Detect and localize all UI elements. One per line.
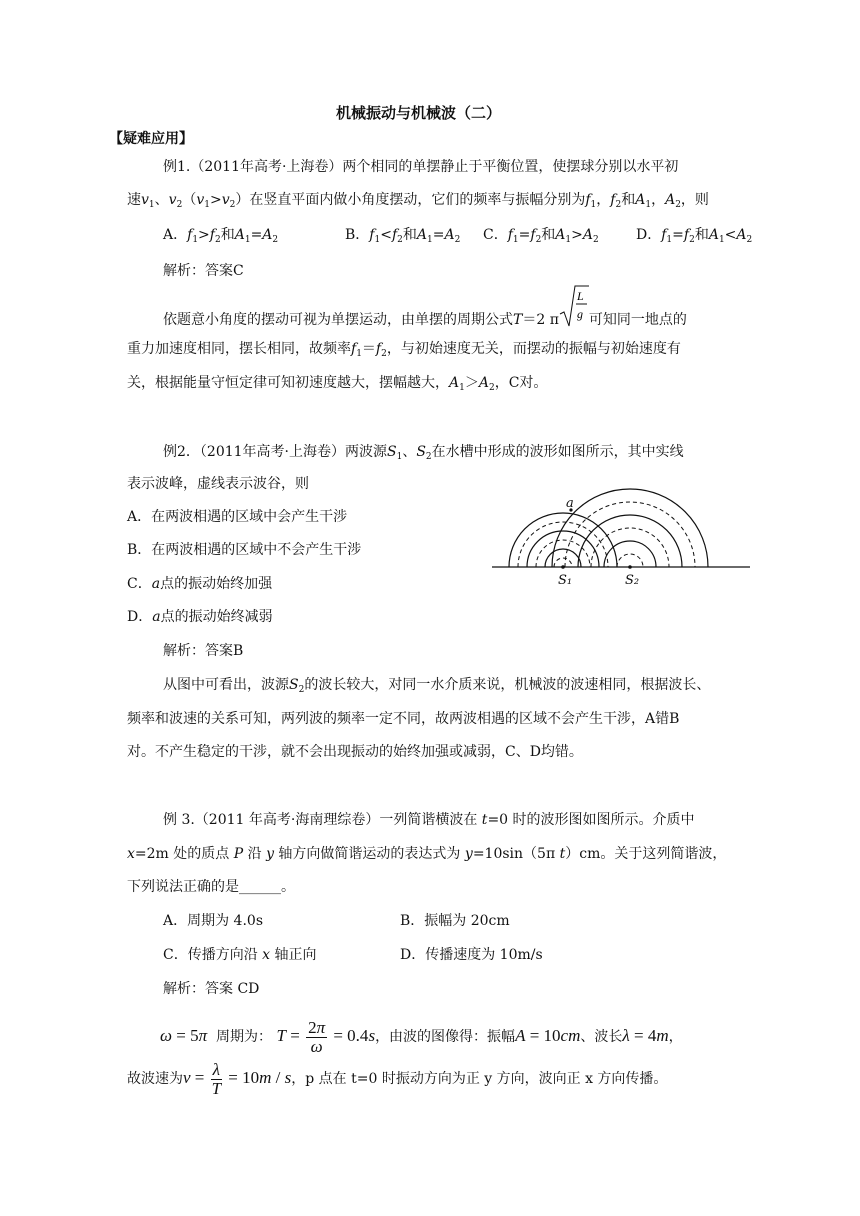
ex1-explanation-line3: 关，根据能量守恒定律可知初速度越大，摆幅越大，$A_1>A_2$，C对。: [127, 375, 548, 393]
ex2-explanation-line3: 对。不产生稳定的干涉，就不会出现振动的始终加强或减弱，C、D均错。: [127, 744, 583, 760]
sqrt-symbol: [559, 284, 589, 328]
ex3-answer: 解析：答案 CD: [163, 981, 260, 997]
page-title: 机械振动与机械波（二）: [336, 104, 502, 122]
ex3-explanation-line2: 故波速为v = $\frac{\lambda}{T}$ = 10m / s，p 点在 t=0 时振动方向为正 y 方向，波向正 x 方向传播。: [127, 1059, 668, 1098]
ex2-line1: 例2．（2011年高考·上海卷）两波源$S_1$、$S_2$在水槽中形成的波形如图所示，其中实线: [163, 444, 684, 462]
ex3-option-b: B．振幅为 20cm: [400, 913, 510, 929]
s2-crest-3: [552, 489, 708, 567]
section-heading: 【疑难应用】: [109, 131, 193, 147]
ex1-option-a: A．$f_1>f_2$和$A_1=A_2$: [163, 227, 279, 245]
ex1-line1: 例1.（2011年高考·上海卷）两个相同的单摆静止于平衡位置，使摆球分别以水平初: [163, 159, 679, 175]
wave-interference-figure: [492, 480, 752, 590]
ex1-option-b: B．$f_1<f_2$和$A_1=A_2$: [345, 227, 461, 245]
ex1-option-c: C．$f_1=f_2$和$A_1>A_2$: [483, 227, 599, 245]
sqrt-formula: [559, 289, 589, 338]
ex2-option-c: C．a点的振动始终加强: [127, 576, 273, 592]
ex3-line3: 下列说法正确的是______。: [127, 879, 295, 895]
s2-source-dot: [628, 565, 632, 569]
svg-text:L: L: [576, 289, 584, 303]
figure-label-a: a: [566, 496, 574, 511]
ex3-option-a: A．周期为 4.0s: [163, 913, 264, 929]
ex2-option-b: B．在两波相遇的区域中不会产生干涉: [127, 542, 362, 558]
ex1-answer: 解析：答案C: [163, 263, 244, 279]
ex3-option-c: C．传播方向沿 x 轴正向: [163, 947, 317, 963]
figure-label-s2: S₂: [625, 573, 640, 588]
ex2-option-a: A．在两波相遇的区域中会产生干涉: [127, 509, 348, 525]
ex1-line2: 速$v_1$、$v_2(v_1>v_2)$在竖直平面内做小角度摆动，它们的频率与振幅分别为$f_1$，$f_2$和$A_1$，$A_2$，则: [127, 192, 709, 210]
velocity-fraction: $\frac{\lambda}{T}$: [211, 1059, 222, 1098]
s1-trough-2: [536, 540, 590, 567]
s2-trough-2: [591, 528, 669, 567]
ex3-option-d: D．传播速度为 10m/s: [400, 947, 543, 963]
ex1-option-d: D．$f_1=f_2$和$A_1<A_2$: [636, 227, 753, 245]
figure-label-s1: S₁: [558, 573, 573, 588]
ex2-answer: 解析：答案B: [163, 643, 244, 659]
s2-trough-3: [565, 502, 695, 567]
ex1-explanation-line2: 重力加速度相同，摆长相同，故频率$f_1=f_2$，与初始速度无关，而摆动的振幅与初始速度有: [127, 341, 681, 359]
s2-trough-1: [617, 554, 643, 567]
period-fraction: $\frac{2\pi}{\omega}$: [308, 1017, 326, 1056]
ex2-explanation-line2: 频率和波速的关系可知，两列波的频率一定不同，故两波相遇的区域不会产生干涉，A错B: [127, 711, 680, 727]
ex2-option-d: D．a点的振动始终减弱: [127, 609, 273, 625]
ex2-explanation-line1: 从图中可看出，波源$S_2$的波长较大，对同一水介质来说，机械波的波速相同，根据波长、: [163, 677, 711, 695]
ex3-line1: 例 3.（2011 年高考·海南理综卷）一列简谐横波在 t=0 时的波形图如图所示。介质中: [163, 812, 695, 828]
s1-source-dot: [561, 565, 565, 569]
ex1-explanation-line1: 依题意小角度的摆动可视为单摆运动，由单摆的周期公式T＝2 π L g 可知同一地点的: [163, 300, 687, 340]
ex3-line2: x=2m 处的质点 P 沿 y 轴方向做简谐运动的表达式为 y=10sin（5π t）cm。关于这列简谐波，: [127, 846, 727, 862]
svg-text:g: g: [576, 307, 583, 321]
ex3-explanation-line1: ω = 5π 周期为： T = $\frac{2\pi}{\omega}$ = 0.4s，由波的图像得：振幅A = 10cm、波长λ = 4m，: [160, 1017, 683, 1056]
ex2-line2: 表示波峰，虚线表示波谷，则: [127, 476, 309, 492]
